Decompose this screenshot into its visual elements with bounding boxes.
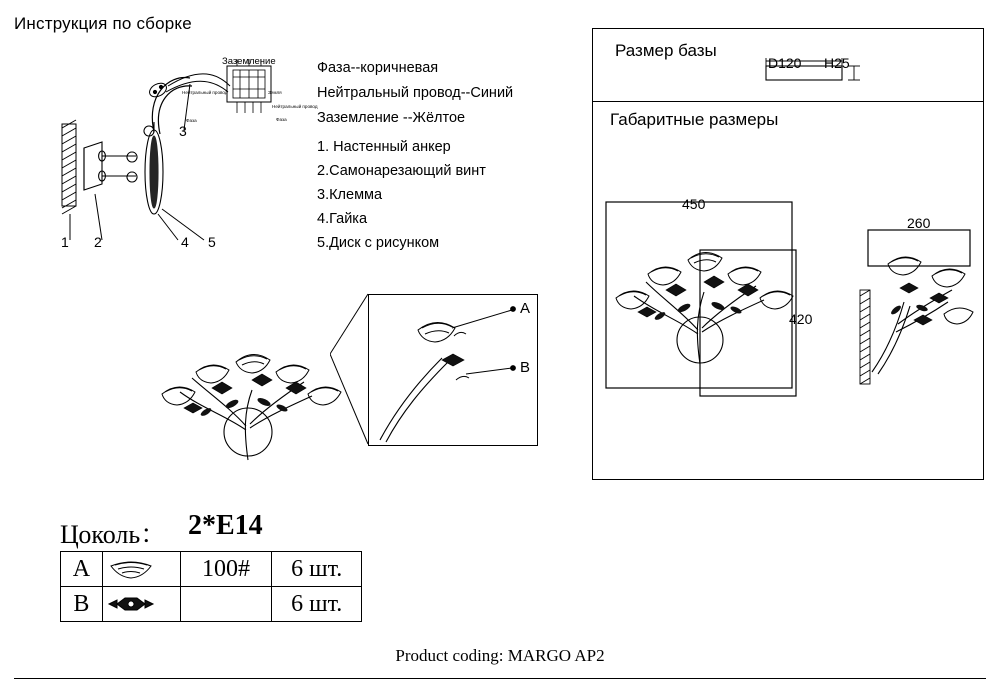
callout-1: 1	[61, 234, 69, 250]
table-row	[61, 587, 362, 622]
table-row	[61, 552, 362, 587]
dimensions-panel-divider	[592, 101, 984, 102]
callout-4: 4	[181, 234, 189, 250]
callout-2: 2	[94, 234, 102, 250]
wire-legend-ground: Заземление --Жёлтое	[317, 110, 466, 126]
bom-row-a-key: A	[61, 552, 103, 587]
terminal-label-neutral-left: Нейтральный провод	[182, 90, 228, 95]
detail-label-a: A	[520, 300, 531, 317]
ground-box-label: Заземление	[222, 56, 276, 67]
bom-row-a-value: 100#	[180, 552, 272, 587]
base-height-label: H25	[824, 55, 850, 71]
parts-list-item-5: 5.Диск с рисунком	[317, 235, 440, 251]
callout-5: 5	[208, 234, 216, 250]
parts-list-item-2: 2.Самонарезающий винт	[317, 163, 486, 179]
parts-list-item-1: 1. Настенный анкер	[317, 139, 451, 155]
product-coding: Product coding: MARGO AP2	[395, 646, 605, 665]
shade-icon	[102, 552, 180, 587]
terminal-label-phase-left: Фаза	[186, 118, 197, 123]
socket-type-value: 2*E14	[188, 510, 263, 541]
lamp-holder-icon	[102, 587, 180, 622]
lamp-illustration-main	[140, 320, 360, 480]
parts-list-item-4: 4.Гайка	[317, 211, 368, 227]
overall-dimensions-title: Габаритные размеры	[610, 110, 779, 129]
lamp-illustration-side	[852, 240, 984, 410]
parts-list-item-3: 3.Клемма	[317, 187, 383, 203]
front-height-label: 420	[789, 311, 813, 327]
socket-type-label: Цоколь：	[60, 520, 167, 549]
lamp-illustration-front	[604, 218, 794, 388]
bom-row-b-qty: 6 шт.	[272, 587, 362, 622]
side-width-label: 260	[907, 215, 931, 231]
base-size-title: Размер базы	[615, 41, 717, 60]
front-width-label: 450	[682, 196, 706, 212]
bom-row-b-key: B	[61, 587, 103, 622]
wire-legend-neutral: Нейтральный провод--Синий	[317, 85, 514, 101]
bom-table	[60, 551, 362, 622]
page-title: Инструкция по сборке	[14, 14, 192, 33]
parts-list	[317, 139, 567, 251]
bom-row-b-value	[180, 587, 272, 622]
base-diameter-label: D120	[768, 55, 802, 71]
callout-3: 3	[179, 123, 187, 139]
wire-legend-phase: Фаза--коричневая	[317, 60, 439, 76]
terminal-label-ground: Земля	[268, 90, 282, 95]
detail-label-b: B	[520, 359, 531, 376]
terminal-label-neutral-right: Нейтральный провод	[272, 104, 318, 109]
wire-color-legend	[317, 60, 567, 126]
footer-divider	[14, 678, 986, 679]
bom-row-a-qty: 6 шт.	[272, 552, 362, 587]
terminal-label-phase-right: Фаза	[276, 117, 287, 122]
